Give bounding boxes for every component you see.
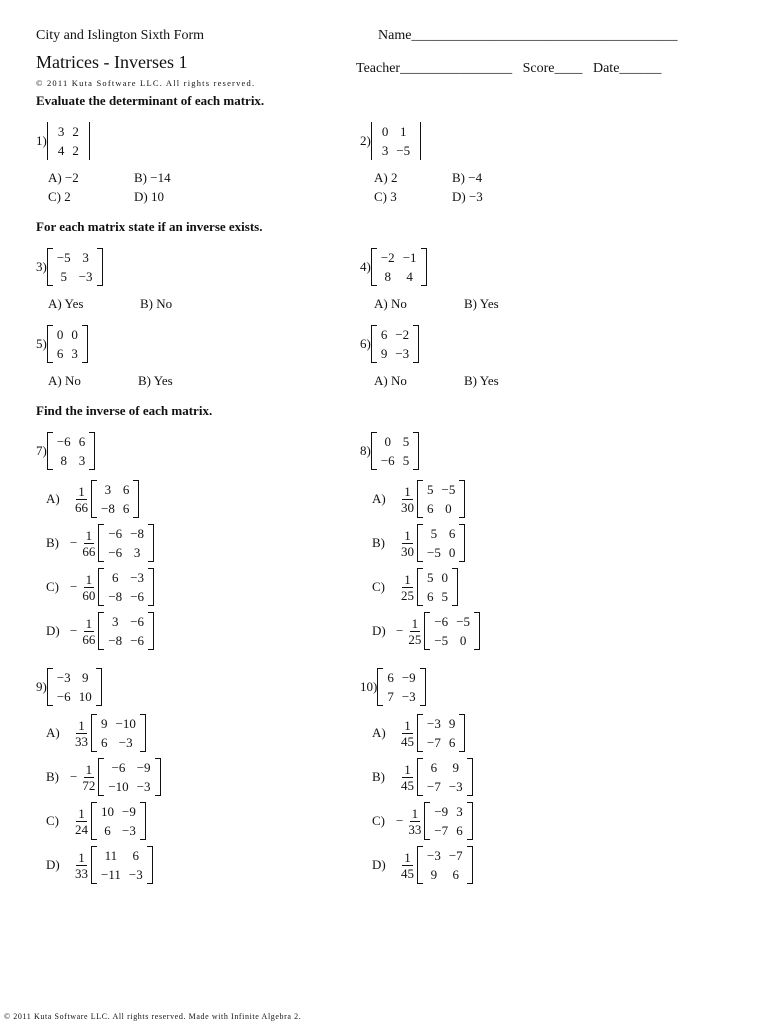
- matrix-cell: 8: [60, 453, 68, 468]
- q9-choice-c: [46, 802, 146, 840]
- choice-label: D): [46, 623, 60, 638]
- choice-b: B) Yes: [464, 296, 499, 311]
- bracket-matrix: [371, 325, 419, 363]
- matrix-cell: −5: [434, 633, 449, 648]
- question-3: [36, 248, 103, 286]
- page-footer: © 2011 Kuta Software LLC. All rights reserved. Made with Infinite Algebra 2.: [4, 1012, 302, 1021]
- q7-choice-b: [46, 524, 154, 562]
- choice-label: A): [372, 491, 386, 506]
- matrix-cell: 9: [101, 716, 108, 731]
- matrix-cell: 2: [72, 124, 79, 139]
- choice-label: B): [372, 769, 385, 784]
- question-5: [36, 325, 88, 363]
- q8-choice-a: [372, 480, 465, 518]
- school-name: City and Islington Sixth Form: [36, 28, 205, 43]
- q8-choice-c: [372, 568, 458, 606]
- matrix-cell: 3: [71, 346, 78, 361]
- fraction-numerator: 1: [85, 571, 93, 587]
- choice-label: C): [46, 813, 59, 828]
- choice-sign: −: [396, 813, 404, 828]
- choice-label: D): [372, 857, 386, 872]
- question-number: 7): [36, 443, 47, 458]
- matrix-cell: −7: [434, 823, 449, 838]
- bracket-matrix: [47, 432, 95, 470]
- bracket-matrix: [424, 802, 472, 840]
- fraction-denominator: 66: [82, 631, 96, 647]
- question-4: [360, 248, 427, 286]
- fraction-denominator: 60: [82, 587, 96, 603]
- matrix-cell: 6: [452, 867, 460, 882]
- fraction-denominator: 30: [401, 499, 414, 515]
- fraction-denominator: 30: [401, 543, 414, 559]
- matrix-cell: 5: [402, 453, 410, 468]
- matrix-cell: −3: [78, 269, 93, 284]
- bracket-matrix: [371, 248, 427, 286]
- matrix-cell: 3: [104, 482, 112, 497]
- matrix-cell: −9: [401, 670, 416, 685]
- fraction-numerator: 1: [404, 527, 411, 543]
- matrix-cell: 0: [384, 434, 392, 449]
- matrix-cell: 6: [448, 526, 456, 541]
- teacher-line: ________________: [400, 61, 513, 76]
- matrix-cell: 0: [441, 570, 448, 585]
- matrix-cell: 3: [381, 143, 389, 158]
- matrix-cell: −6: [130, 589, 145, 604]
- matrix-cell: −7: [427, 779, 441, 794]
- matrix-cell: −6: [111, 760, 126, 775]
- choice-d: D) 10: [134, 189, 164, 204]
- choice-sign: −: [70, 623, 78, 638]
- matrix-cell: 7: [387, 689, 394, 704]
- choice-label: D): [46, 857, 60, 872]
- matrix-cell: −2: [380, 250, 395, 265]
- bracket-matrix: [98, 568, 154, 606]
- question-10: [360, 668, 426, 706]
- matrix-cell: −6: [108, 526, 123, 541]
- fraction-denominator: 45: [401, 777, 414, 793]
- fraction-denominator: 33: [75, 733, 88, 749]
- matrix-cell: −6: [108, 545, 123, 560]
- fraction-denominator: 66: [82, 543, 96, 559]
- determinant-matrix: [47, 122, 90, 160]
- matrix-cell: 6: [430, 760, 438, 775]
- matrix-cell: 6: [380, 327, 388, 342]
- matrix-cell: −8: [130, 526, 145, 541]
- fraction-numerator: 1: [78, 805, 85, 821]
- bracket-matrix: [91, 802, 146, 840]
- matrix-cell: −3: [395, 346, 410, 361]
- choice-b: B) No: [140, 296, 173, 311]
- matrix-cell: −6: [130, 614, 145, 629]
- matrix-cell: 9: [81, 670, 89, 685]
- fraction-numerator: 1: [78, 483, 85, 499]
- section-instruction-inverse-exists: For each matrix state if an inverse exists.: [36, 219, 263, 234]
- choice-a: A) No: [48, 373, 81, 388]
- matrix-cell: −5: [396, 143, 411, 158]
- matrix-cell: 6: [78, 434, 86, 449]
- matrix-cell: 10: [78, 689, 92, 704]
- matrix-cell: 5: [427, 482, 434, 497]
- fraction-numerator: 1: [78, 717, 85, 733]
- question-number: 5): [36, 336, 47, 351]
- scalar-fraction: [73, 850, 90, 881]
- matrix-cell: −5: [441, 482, 456, 497]
- choice-label: C): [372, 579, 385, 594]
- choice-label: A): [46, 491, 60, 506]
- matrix-cell: 6: [387, 670, 394, 685]
- matrix-cell: 6: [427, 589, 434, 604]
- name-field: [378, 28, 677, 44]
- q7-choice-c: [46, 568, 154, 606]
- matrix-cell: −3: [448, 779, 463, 794]
- q9-choice-a: [46, 714, 146, 752]
- matrix-cell: 8: [384, 269, 392, 284]
- bracket-matrix: [91, 714, 146, 752]
- matrix-cell: 3: [133, 545, 141, 560]
- date-line: ______: [619, 61, 662, 76]
- bracket-matrix: [417, 480, 465, 518]
- question-number: 1): [36, 133, 47, 148]
- choice-b: B) Yes: [138, 373, 173, 388]
- question-number: 2): [360, 133, 371, 148]
- matrix-cell: −9: [136, 760, 151, 775]
- matrix-cell: 11: [104, 848, 118, 863]
- score-label: Score: [522, 61, 555, 76]
- matrix-cell: −3: [118, 735, 133, 750]
- q9-choice-d: [46, 846, 153, 884]
- choice-d: D) −3: [452, 189, 483, 204]
- q10-choice-b: [372, 758, 473, 796]
- choice-a: A) No: [374, 296, 407, 311]
- question-number: 4): [360, 259, 371, 274]
- choice-a: A) −2: [48, 170, 79, 185]
- matrix-cell: −10: [115, 716, 136, 731]
- matrix-cell: 5: [427, 570, 434, 585]
- matrix-cell: 6: [56, 346, 64, 361]
- matrix-cell: −9: [434, 804, 449, 819]
- question-number: 9): [36, 679, 47, 694]
- choice-b: B) Yes: [464, 373, 499, 388]
- fraction-numerator: 1: [85, 615, 93, 631]
- matrix-cell: 6: [112, 570, 119, 585]
- matrix-cell: 3: [456, 804, 463, 819]
- fraction-numerator: 1: [404, 849, 411, 865]
- matrix-cell: 6: [104, 823, 111, 838]
- scalar-fraction: [80, 528, 97, 559]
- q10-choice-c: [372, 802, 473, 840]
- matrix-cell: −8: [108, 633, 123, 648]
- bracket-matrix: [417, 846, 473, 884]
- question-9: [36, 668, 102, 706]
- fraction-numerator: 1: [411, 805, 419, 821]
- fraction-denominator: 25: [401, 587, 414, 603]
- choice-sign: −: [396, 623, 404, 638]
- bracket-matrix: [424, 612, 480, 650]
- matrix-cell: 9: [448, 716, 456, 731]
- bracket-matrix: [417, 758, 473, 796]
- matrix-cell: −9: [122, 804, 136, 819]
- score-line: ____: [554, 61, 583, 76]
- q9-choice-b: [46, 758, 161, 796]
- matrix-cell: 3: [78, 453, 86, 468]
- section-instruction-find-inverse: Find the inverse of each matrix.: [36, 403, 213, 418]
- matrix-cell: −3: [130, 570, 145, 585]
- fraction-denominator: 24: [75, 821, 88, 837]
- matrix-cell: 6: [132, 848, 140, 863]
- matrix-cell: 3: [112, 614, 119, 629]
- q8-choice-d: [372, 612, 480, 650]
- bracket-matrix: [47, 248, 103, 286]
- fraction-numerator: 1: [404, 717, 411, 733]
- bracket-matrix: [98, 758, 160, 796]
- fraction-denominator: 33: [408, 821, 422, 837]
- choice-c: C) 2: [48, 189, 71, 204]
- matrix-cell: −5: [427, 545, 441, 560]
- question-number: 10): [360, 679, 378, 694]
- scalar-fraction: [73, 484, 90, 515]
- matrix-cell: −11: [101, 867, 121, 882]
- fraction-denominator: 33: [75, 865, 88, 881]
- q10-choice-a: [372, 714, 465, 752]
- choice-label: D): [372, 623, 386, 638]
- name-label: Name: [378, 28, 412, 43]
- choice-label: B): [46, 535, 59, 550]
- fraction-numerator: 1: [85, 761, 93, 777]
- matrix-cell: −3: [122, 823, 136, 838]
- choice-label: A): [46, 725, 60, 740]
- fraction-denominator: 45: [401, 865, 414, 881]
- matrix-cell: 6: [101, 735, 108, 750]
- bracket-matrix: [91, 480, 139, 518]
- fraction-numerator: 1: [404, 761, 411, 777]
- question-7: [36, 432, 95, 470]
- scalar-fraction: [399, 718, 416, 749]
- matrix-cell: 0: [448, 545, 456, 560]
- bracket-matrix: [417, 714, 465, 752]
- fraction-denominator: 45: [401, 733, 414, 749]
- matrix-cell: −8: [108, 589, 123, 604]
- matrix-cell: 6: [427, 501, 434, 516]
- question-1: [36, 122, 90, 160]
- matrix-cell: 5: [60, 269, 68, 284]
- choice-label: C): [46, 579, 59, 594]
- matrix-cell: 6: [448, 735, 456, 750]
- name-line: ______________________________________: [411, 28, 678, 43]
- matrix-cell: 4: [57, 143, 65, 158]
- choice-sign: −: [70, 579, 78, 594]
- matrix-cell: 0: [71, 327, 78, 342]
- matrix-cell: −6: [130, 633, 145, 648]
- determinant-matrix: [371, 122, 421, 160]
- scalar-fraction: [406, 806, 423, 837]
- fraction-numerator: 1: [411, 615, 419, 631]
- bracket-matrix: [47, 325, 88, 363]
- matrix-cell: 4: [406, 269, 413, 284]
- date-label: Date: [592, 61, 620, 76]
- matrix-cell: −7: [448, 848, 463, 863]
- matrix-cell: −3: [56, 670, 71, 685]
- question-number: 8): [360, 443, 371, 458]
- scalar-fraction: [406, 616, 423, 647]
- bracket-matrix: [377, 668, 425, 706]
- matrix-cell: 2: [72, 143, 79, 158]
- teacher-label: Teacher: [356, 61, 401, 76]
- matrix-cell: 0: [381, 124, 389, 139]
- matrix-cell: −1: [402, 250, 417, 265]
- choice-label: C): [372, 813, 385, 828]
- matrix-cell: −2: [395, 327, 410, 342]
- question-8: [360, 432, 419, 470]
- scalar-fraction: [399, 528, 416, 559]
- question-6: [360, 325, 419, 363]
- matrix-cell: −5: [456, 614, 471, 629]
- q7-choice-d: [46, 612, 154, 650]
- fraction-denominator: 66: [75, 499, 88, 515]
- bracket-matrix: [91, 846, 153, 884]
- choice-a: A) No: [374, 373, 407, 388]
- matrix-cell: 10: [101, 804, 114, 819]
- matrix-cell: 5: [430, 526, 438, 541]
- matrix-cell: −6: [434, 614, 449, 629]
- scalar-fraction: [73, 806, 90, 837]
- bracket-matrix: [417, 524, 465, 562]
- fraction-denominator: 25: [408, 631, 422, 647]
- matrix-cell: −7: [427, 735, 441, 750]
- matrix-cell: −3: [136, 779, 151, 794]
- matrix-cell: −5: [56, 250, 71, 265]
- scalar-fraction: [80, 572, 97, 603]
- choice-sign: −: [70, 535, 78, 550]
- matrix-cell: 6: [122, 482, 130, 497]
- matrix-cell: −6: [56, 689, 71, 704]
- choice-a: A) 2: [374, 170, 398, 185]
- matrix-cell: 0: [56, 327, 64, 342]
- matrix-cell: 6: [456, 823, 463, 838]
- matrix-cell: −3: [128, 867, 143, 882]
- scalar-fraction: [73, 718, 90, 749]
- choice-b: B) −14: [134, 170, 171, 185]
- bracket-matrix: [98, 524, 154, 562]
- fraction-numerator: 1: [404, 483, 411, 499]
- worksheet-title: Matrices - Inverses 1: [36, 52, 188, 72]
- matrix-cell: 3: [57, 124, 65, 139]
- q7-choice-a: [46, 480, 139, 518]
- matrix-cell: −3: [427, 848, 441, 863]
- matrix-cell: 5: [402, 434, 410, 449]
- copyright-notice: © 2011 Kuta Software LLC. All rights reserved.: [36, 78, 256, 88]
- teacher-field: [356, 61, 661, 77]
- bracket-matrix: [47, 668, 102, 706]
- matrix-cell: −3: [427, 716, 441, 731]
- matrix-cell: 3: [82, 250, 89, 265]
- choice-sign: −: [70, 769, 78, 784]
- matrix-cell: 0: [459, 633, 467, 648]
- matrix-cell: 9: [430, 867, 438, 882]
- scalar-fraction: [80, 616, 97, 647]
- matrix-cell: −8: [101, 501, 115, 516]
- scalar-fraction: [399, 484, 416, 515]
- fraction-denominator: 72: [82, 777, 96, 793]
- matrix-cell: 0: [445, 501, 452, 516]
- choice-label: B): [46, 769, 59, 784]
- scalar-fraction: [399, 850, 416, 881]
- scalar-fraction: [80, 762, 97, 793]
- fraction-numerator: 1: [78, 849, 85, 865]
- bracket-matrix: [371, 432, 419, 470]
- choice-b: B) −4: [452, 170, 483, 185]
- question-number: 3): [36, 259, 47, 274]
- section-instruction-determinant: Evaluate the determinant of each matrix.: [36, 93, 265, 108]
- matrix-cell: 9: [380, 346, 388, 361]
- question-number: 6): [360, 336, 371, 351]
- choice-a: A) Yes: [48, 296, 84, 311]
- matrix-cell: 1: [400, 124, 407, 139]
- choice-label: A): [372, 725, 386, 740]
- question-2: [360, 122, 421, 160]
- q10-choice-d: [372, 846, 473, 884]
- scalar-fraction: [399, 762, 416, 793]
- scalar-fraction: [399, 572, 416, 603]
- fraction-numerator: 1: [85, 527, 93, 543]
- matrix-cell: −3: [401, 689, 416, 704]
- choice-label: B): [372, 535, 385, 550]
- bracket-matrix: [417, 568, 458, 606]
- matrix-cell: −6: [380, 453, 395, 468]
- choice-c: C) 3: [374, 189, 397, 204]
- matrix-cell: −6: [56, 434, 71, 449]
- matrix-cell: 6: [122, 501, 130, 516]
- matrix-cell: 9: [452, 760, 460, 775]
- fraction-numerator: 1: [404, 571, 411, 587]
- q8-choice-b: [372, 524, 465, 562]
- matrix-cell: 5: [441, 589, 448, 604]
- matrix-cell: −10: [108, 779, 129, 794]
- bracket-matrix: [98, 612, 154, 650]
